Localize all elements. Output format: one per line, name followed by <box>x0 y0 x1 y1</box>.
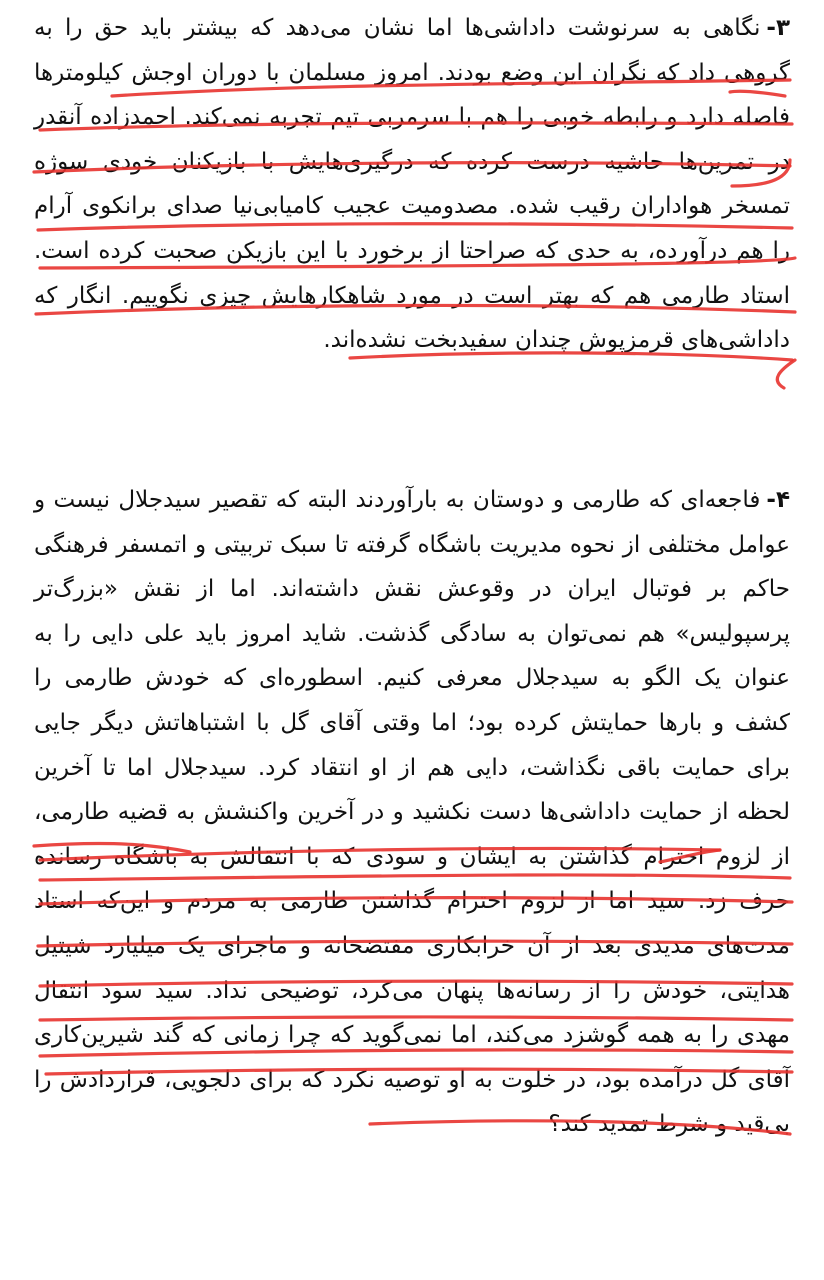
paragraph-3 <box>34 6 790 363</box>
paragraph-4-text: فاجعه‌ای که طارمی و دوستان به بارآوردند البته که تقصیر سیدجلال نیست و عوامل مختلفی از نحوه مدیریت باشگاه گرفته تا سبک تربیتی و اتمسفر فرهنگی حاکم بر فوتبال ایران در وقوعش نقش داشته‌اند. اما از نقش «بزرگ‌تر پرسپولیس» هم نمی‌توان به سادگی گذشت. شاید امروز باید علی دایی را به عنوان یک الگو به سیدجلال معرفی کنیم. اسطوره‌ای که خودش طارمی را کشف و بارها حمایتش کرده بود؛ اما وقتی آقای گل با اشتباهاتش دیگر جایی برای حمایت باقی نگذاشت، دایی هم از او انتقاد کرد. سیدجلال اما تا آخرین لحظه از حمایت داداشی‌ها دست نکشید و در آخرین واکنشش به قضیه طارمی، از لزوم احترام گذاشتن به ایشان و سودی که با انتقالش به باشگاه رسانده حرف زد. سید اما از لزوم احترام گذاشتن طارمی به مردم و این‌که استاد مدت‌های مدیدی بعد از آن خرابکاری مفتضحانه و ماجرای یک میلیارد شیتیل هدایتی، خودش را از رسانه‌ها پنهان می‌کرد، توضیحی نداد. سید سود انتقال مهدی را به همه گوشزد می‌کند، اما نمی‌گوید که چرا زمانی که گند شیرین‌کاری آقای گل درآمده بود، در خلوت به او توصیه نکرد که برای دلجویی، قراردادش را بی‌قید و شرط تمدید کند؟ <box>34 487 790 1138</box>
paragraph-4-number: ۴- <box>766 487 790 513</box>
paragraph-3-number: ۳- <box>766 15 790 41</box>
underline-stroke <box>777 360 795 388</box>
paragraph-3-text: نگاهی به سرنوشت داداشی‌ها اما نشان می‌دهد که بیشتر باید حق را به گروهی داد که نگران این وضع بودند. امروز مسلمان با دوران اوجش کیلومترها فاصله دارد و رابطه خوبی را هم با سرمربی تیم تجربه نمی‌کند. احمدزاده آنقدر در تمرین‌ها حاشیه درست کرده که درگیری‌هایش با بازیکنان خودی سوژه تمسخر هواداران رقیب شده. مصدومیت عجیب کامیابی‌نیا صدای برانکوی آرام را هم درآورده، به حدی که صراحتا از برخورد با این بازیکن صحبت کرده است. استاد طارمی هم که بهتر است در مورد شاهکارهایش چیزی نگوییم. انگار که داداشی‌های قرمزپوش چندان سفیدبخت نشده‌اند. <box>34 15 790 354</box>
paragraph-4 <box>34 478 790 1147</box>
